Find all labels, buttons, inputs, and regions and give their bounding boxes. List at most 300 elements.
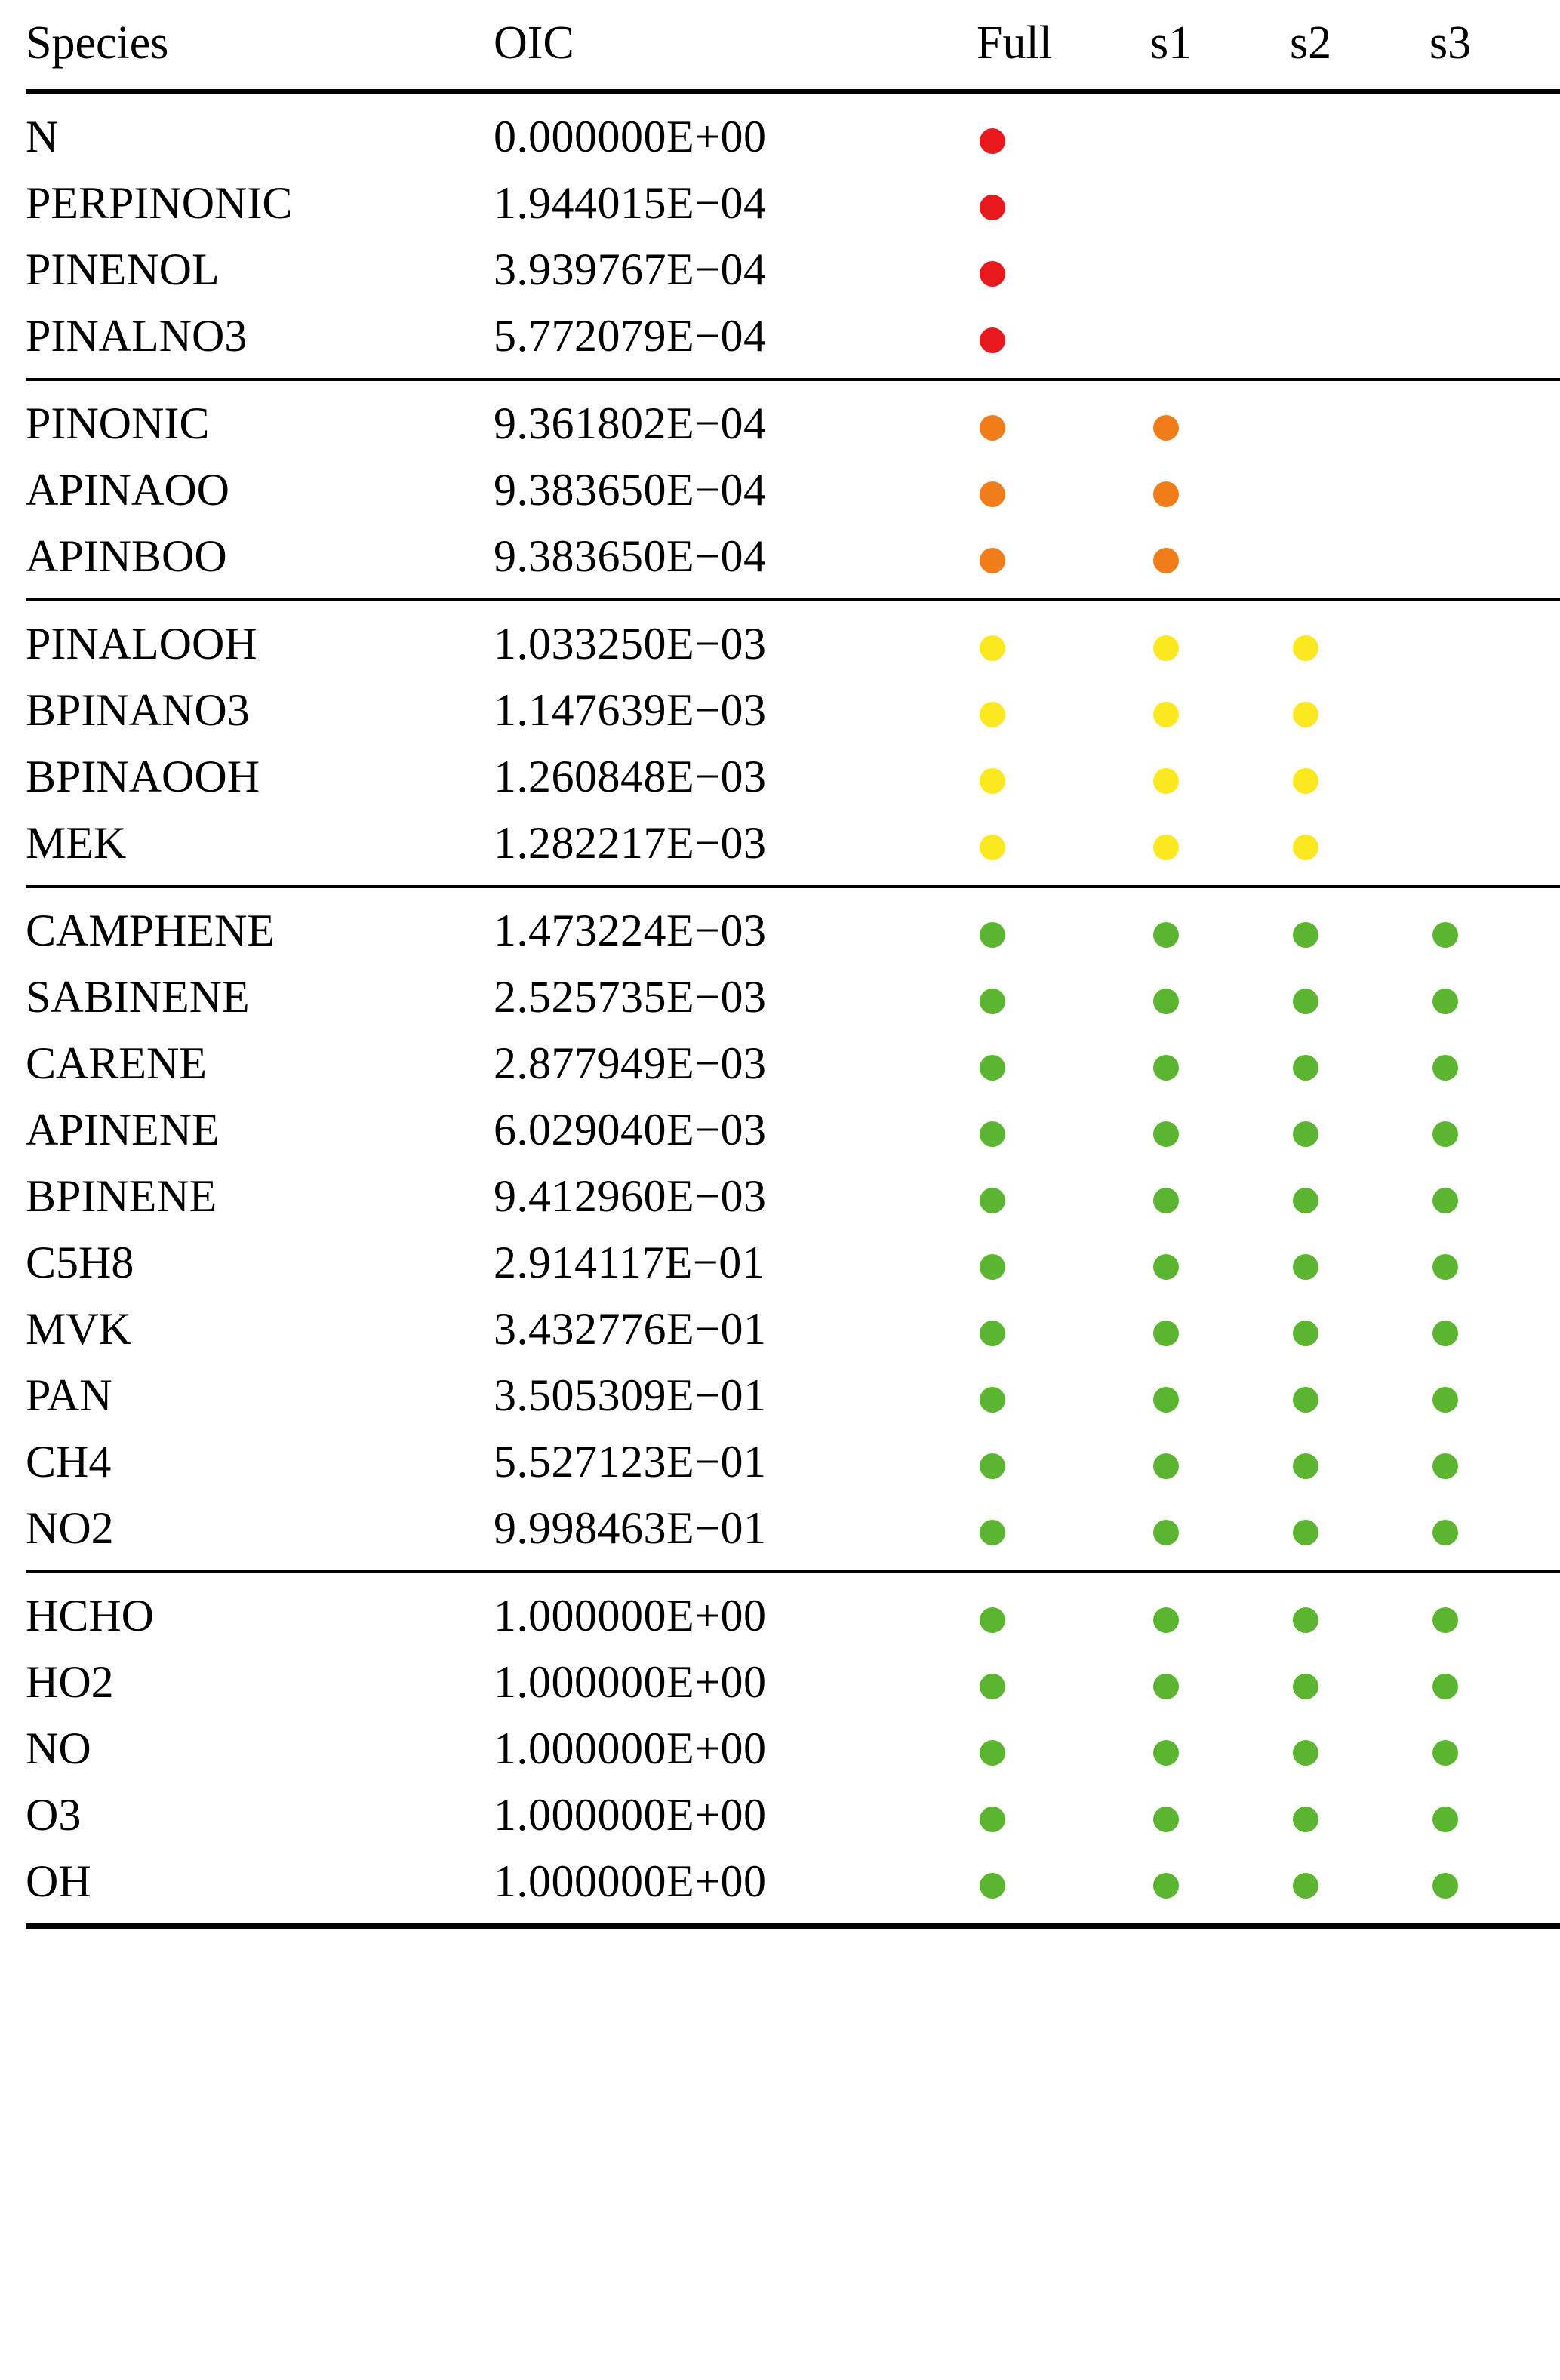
cell-s3-marker	[1429, 457, 1560, 523]
bottom-rule-cell	[977, 1926, 1150, 1930]
cell-full-marker	[977, 1362, 1150, 1428]
cell-s2-marker	[1290, 1163, 1429, 1229]
status-dot-icon	[1432, 1520, 1458, 1545]
cell-oic: 1.033250E−03	[494, 600, 977, 677]
cell-species: BPINENE	[26, 1171, 217, 1221]
column-header-oic: OIC	[494, 17, 574, 69]
status-dot-icon	[1293, 1740, 1318, 1766]
cell-species: C5H8	[26, 1238, 134, 1287]
status-dot-icon	[1432, 1674, 1458, 1699]
cell-oic: 2.914117E−01	[494, 1238, 765, 1287]
status-dot-icon	[1293, 835, 1318, 860]
cell-oic: 1.000000E+00	[494, 1572, 977, 1649]
cell-oic: 1.944015E−04	[494, 178, 767, 228]
cell-full-marker	[977, 677, 1150, 743]
cell-species: APINENE	[26, 1105, 220, 1155]
cell-s1-marker	[1150, 170, 1290, 236]
cell-full-marker	[977, 1715, 1150, 1782]
cell-s1-marker	[1150, 964, 1290, 1030]
cell-oic: 1.282217E−03	[494, 818, 767, 868]
status-dot-icon	[1153, 415, 1179, 441]
cell-species: SABINENE	[26, 972, 250, 1022]
empty-marker	[1429, 325, 1455, 351]
cell-s3-marker	[1429, 1848, 1560, 1926]
cell-full-marker	[977, 964, 1150, 1030]
cell-s1-marker	[1150, 1229, 1290, 1296]
status-dot-icon	[980, 1254, 1005, 1280]
table-row	[26, 1782, 1560, 1848]
empty-marker	[1429, 832, 1455, 858]
status-dot-icon	[1293, 922, 1318, 948]
cell-s2-marker	[1290, 1229, 1429, 1296]
cell-s2-marker	[1290, 600, 1429, 677]
status-dot-icon	[1293, 1520, 1318, 1545]
cell-s2-marker	[1290, 1428, 1429, 1495]
status-dot-icon	[1153, 768, 1179, 794]
empty-marker	[1290, 546, 1315, 571]
status-dot-icon	[1153, 1740, 1179, 1766]
cell-species: PINALNO3	[26, 311, 248, 361]
status-dot-icon	[980, 635, 1005, 661]
cell-s1-marker	[1150, 236, 1290, 303]
table-row	[26, 810, 1560, 887]
table-row	[26, 1428, 1560, 1495]
cell-s2-marker	[1290, 964, 1429, 1030]
cell-s2-marker	[1290, 810, 1429, 887]
cell-s2-marker	[1290, 1572, 1429, 1649]
status-dot-icon	[980, 1188, 1005, 1213]
cell-s1-marker	[1150, 303, 1290, 380]
cell-species: PINENOL	[26, 244, 220, 294]
cell-species: OH	[26, 1856, 91, 1906]
table-header	[26, 0, 1560, 92]
cell-s3-marker	[1429, 1296, 1560, 1362]
column-header-full: Full	[977, 17, 1052, 69]
cell-oic: 6.029040E−03	[494, 1105, 767, 1155]
cell-s2-marker	[1290, 1495, 1429, 1572]
status-dot-icon	[980, 1520, 1005, 1545]
cell-species: PERPINONIC	[26, 178, 293, 228]
table-row	[26, 1848, 1560, 1926]
status-dot-icon	[980, 1321, 1005, 1346]
status-dot-icon	[980, 702, 1005, 727]
cell-species: PAN	[26, 1370, 112, 1420]
cell-species: NO2	[26, 1503, 114, 1553]
cell-s3-marker	[1429, 236, 1560, 303]
cell-s3-marker	[1429, 743, 1560, 810]
table-row	[26, 1096, 1560, 1163]
status-dot-icon	[980, 1453, 1005, 1479]
cell-s1-marker	[1150, 1572, 1290, 1649]
status-dot-icon	[1293, 1607, 1318, 1633]
cell-oic: 3.505309E−01	[494, 1370, 767, 1420]
cell-s2-marker	[1290, 457, 1429, 523]
cell-species: O3	[26, 1790, 82, 1840]
cell-oic: 1.000000E+00	[494, 1790, 767, 1840]
cell-s3-marker	[1429, 1572, 1560, 1649]
cell-s1-marker	[1150, 1495, 1290, 1572]
empty-marker	[1150, 126, 1176, 152]
bottom-rule-cell	[1150, 1926, 1290, 1930]
column-header-s3: s3	[1429, 17, 1472, 69]
table-row	[26, 1296, 1560, 1362]
cell-s3-marker	[1429, 887, 1560, 964]
cell-s3-marker	[1429, 170, 1560, 236]
cell-s1-marker	[1150, 523, 1290, 600]
table-body	[26, 92, 1560, 1930]
bottom-rule-cell	[494, 1926, 977, 1930]
status-dot-icon	[1153, 922, 1179, 948]
cell-s3-marker	[1429, 1495, 1560, 1572]
cell-s3-marker	[1429, 1163, 1560, 1229]
empty-marker	[1429, 192, 1455, 218]
cell-species: APINBOO	[26, 531, 227, 581]
cell-species: PINONIC	[26, 380, 494, 457]
status-dot-icon	[1153, 1520, 1179, 1545]
table-row	[26, 170, 1560, 236]
cell-s2-marker	[1290, 1782, 1429, 1848]
status-dot-icon	[980, 1387, 1005, 1413]
status-dot-icon	[1153, 702, 1179, 727]
status-dot-icon	[1153, 1188, 1179, 1213]
status-dot-icon	[1153, 1607, 1179, 1633]
cell-species: HCHO	[26, 1572, 494, 1649]
status-dot-icon	[1432, 1873, 1458, 1899]
cell-oic: 1.000000E+00	[494, 1657, 767, 1707]
cell-s3-marker	[1429, 677, 1560, 743]
cell-s1-marker	[1150, 1362, 1290, 1428]
cell-full-marker	[977, 1495, 1150, 1572]
cell-s3-marker	[1429, 523, 1560, 600]
status-dot-icon	[1432, 1807, 1458, 1832]
status-dot-icon	[1293, 989, 1318, 1014]
status-dot-icon	[1293, 1873, 1318, 1899]
empty-marker	[1150, 325, 1176, 351]
table-row	[26, 677, 1560, 743]
cell-oic: 1.147639E−03	[494, 685, 767, 735]
cell-oic: 9.998463E−01	[494, 1503, 767, 1553]
cell-s1-marker	[1150, 1848, 1290, 1926]
status-dot-icon	[1153, 1055, 1179, 1081]
status-dot-icon	[1153, 989, 1179, 1014]
cell-oic: 9.383650E−04	[494, 465, 767, 515]
cell-s3-marker	[1429, 1229, 1560, 1296]
cell-s1-marker	[1150, 1096, 1290, 1163]
cell-oic: 3.939767E−04	[494, 244, 767, 294]
table-row	[26, 523, 1560, 600]
status-dot-icon	[1432, 1055, 1458, 1081]
empty-marker	[1429, 413, 1455, 438]
cell-full-marker	[977, 1296, 1150, 1362]
cell-full-marker	[977, 236, 1150, 303]
status-dot-icon	[1293, 1121, 1318, 1147]
status-dot-icon	[1293, 1188, 1318, 1213]
cell-full-marker	[977, 1229, 1150, 1296]
status-dot-icon	[1432, 1321, 1458, 1346]
status-dot-icon	[1153, 1321, 1179, 1346]
cell-s2-marker	[1290, 1362, 1429, 1428]
cell-full-marker	[977, 1428, 1150, 1495]
cell-s3-marker	[1429, 1782, 1560, 1848]
cell-oic: 0.000000E+00	[494, 92, 977, 171]
status-dot-icon	[1293, 635, 1318, 661]
cell-oic: 2.877949E−03	[494, 1038, 767, 1088]
empty-marker	[1150, 192, 1176, 218]
cell-species: N	[26, 92, 494, 171]
empty-marker	[1290, 126, 1315, 152]
cell-s3-marker	[1429, 600, 1560, 677]
cell-s1-marker	[1150, 1715, 1290, 1782]
status-dot-icon	[1293, 702, 1318, 727]
cell-s1-marker	[1150, 600, 1290, 677]
cell-s2-marker	[1290, 1296, 1429, 1362]
status-dot-icon	[1293, 768, 1318, 794]
status-dot-icon	[980, 1740, 1005, 1766]
status-dot-icon	[1153, 1121, 1179, 1147]
status-dot-icon	[1432, 922, 1458, 948]
cell-s2-marker	[1290, 380, 1429, 457]
cell-oic: 1.260848E−03	[494, 752, 767, 801]
status-dot-icon	[980, 261, 1005, 287]
table-row	[26, 600, 1560, 677]
cell-s3-marker	[1429, 810, 1560, 887]
table-row	[26, 887, 1560, 964]
table-row	[26, 380, 1560, 457]
status-dot-icon	[980, 922, 1005, 948]
cell-full-marker	[977, 303, 1150, 380]
cell-s2-marker	[1290, 1649, 1429, 1715]
cell-s3-marker	[1429, 1362, 1560, 1428]
cell-oic: 1.000000E+00	[494, 1724, 767, 1773]
cell-s2-marker	[1290, 1715, 1429, 1782]
table-row	[26, 1163, 1560, 1229]
cell-oic: 3.432776E−01	[494, 1304, 767, 1354]
status-dot-icon	[1293, 1254, 1318, 1280]
status-dot-icon	[1432, 1387, 1458, 1413]
cell-oic: 9.383650E−04	[494, 531, 767, 581]
cell-oic: 5.772079E−04	[494, 311, 767, 361]
cell-full-marker	[977, 887, 1150, 964]
cell-full-marker	[977, 1030, 1150, 1096]
cell-oic: 1.000000E+00	[494, 1856, 767, 1906]
cell-species: PINALOOH	[26, 600, 494, 677]
status-dot-icon	[980, 1121, 1005, 1147]
cell-s1-marker	[1150, 1428, 1290, 1495]
cell-oic: 1.473224E−03	[494, 887, 977, 964]
cell-full-marker	[977, 523, 1150, 600]
cell-s2-marker	[1290, 523, 1429, 600]
column-header-s2: s2	[1290, 17, 1332, 69]
status-dot-icon	[1432, 1453, 1458, 1479]
cell-s1-marker	[1150, 380, 1290, 457]
cell-s1-marker	[1150, 1296, 1290, 1362]
cell-s2-marker	[1290, 92, 1429, 171]
cell-s3-marker	[1429, 380, 1560, 457]
status-dot-icon	[1293, 1055, 1318, 1081]
status-dot-icon	[1153, 1453, 1179, 1479]
cell-full-marker	[977, 1096, 1150, 1163]
cell-oic: 9.412960E−03	[494, 1171, 767, 1221]
cell-full-marker	[977, 600, 1150, 677]
status-dot-icon	[980, 327, 1005, 353]
cell-full-marker	[977, 92, 1150, 171]
table-row	[26, 1572, 1560, 1649]
status-dot-icon	[980, 195, 1005, 220]
cell-species: MVK	[26, 1304, 132, 1354]
cell-s3-marker	[1429, 303, 1560, 380]
table-row	[26, 1362, 1560, 1428]
cell-s3-marker	[1429, 1649, 1560, 1715]
status-dot-icon	[980, 481, 1005, 507]
bottom-rule-cell	[26, 1926, 494, 1930]
status-dot-icon	[980, 548, 1005, 573]
table-row	[26, 457, 1560, 523]
status-dot-icon	[980, 415, 1005, 441]
cell-oic: 9.361802E−04	[494, 380, 977, 457]
cell-full-marker	[977, 1782, 1150, 1848]
cell-s2-marker	[1290, 170, 1429, 236]
empty-marker	[1150, 259, 1176, 284]
cell-full-marker	[977, 810, 1150, 887]
cell-s3-marker	[1429, 92, 1560, 171]
empty-marker	[1290, 479, 1315, 505]
cell-s2-marker	[1290, 1096, 1429, 1163]
status-dot-icon	[980, 768, 1005, 794]
cell-oic: 2.525735E−03	[494, 972, 767, 1022]
cell-s3-marker	[1429, 1428, 1560, 1495]
cell-s1-marker	[1150, 810, 1290, 887]
header-row	[26, 0, 1560, 92]
cell-species: NO	[26, 1724, 91, 1773]
empty-marker	[1429, 479, 1455, 505]
status-dot-icon	[980, 1055, 1005, 1081]
empty-marker	[1429, 633, 1455, 659]
table-row	[26, 1495, 1560, 1572]
status-dot-icon	[1153, 1807, 1179, 1832]
cell-species: MEK	[26, 818, 127, 868]
empty-marker	[1429, 700, 1455, 725]
cell-s2-marker	[1290, 743, 1429, 810]
status-dot-icon	[980, 1674, 1005, 1699]
cell-species: CARENE	[26, 1038, 207, 1088]
cell-s1-marker	[1150, 1649, 1290, 1715]
cell-full-marker	[977, 457, 1150, 523]
cell-s1-marker	[1150, 1782, 1290, 1848]
status-dot-icon	[1153, 635, 1179, 661]
table-bottom-rule	[26, 1926, 1560, 1930]
cell-species: BPINANO3	[26, 685, 250, 735]
cell-s3-marker	[1429, 1096, 1560, 1163]
column-header-s1: s1	[1150, 17, 1192, 69]
status-dot-icon	[980, 1873, 1005, 1899]
status-dot-icon	[1432, 1607, 1458, 1633]
status-dot-icon	[1153, 835, 1179, 860]
status-dot-icon	[1293, 1453, 1318, 1479]
table-row	[26, 743, 1560, 810]
cell-s2-marker	[1290, 1848, 1429, 1926]
status-dot-icon	[1432, 1188, 1458, 1213]
table-row	[26, 1030, 1560, 1096]
status-dot-icon	[1432, 1254, 1458, 1280]
cell-full-marker	[977, 1163, 1150, 1229]
cell-s3-marker	[1429, 1030, 1560, 1096]
cell-s2-marker	[1290, 1030, 1429, 1096]
cell-s1-marker	[1150, 887, 1290, 964]
cell-full-marker	[977, 1572, 1150, 1649]
table-row	[26, 1229, 1560, 1296]
status-dot-icon	[1432, 1121, 1458, 1147]
status-dot-icon	[1153, 548, 1179, 573]
empty-marker	[1290, 413, 1315, 438]
status-dot-icon	[1153, 1674, 1179, 1699]
status-dot-icon	[1153, 481, 1179, 507]
cell-species: HO2	[26, 1657, 114, 1707]
bottom-rule-cell	[1290, 1926, 1429, 1930]
cell-s1-marker	[1150, 743, 1290, 810]
status-dot-icon	[980, 1807, 1005, 1832]
empty-marker	[1429, 766, 1455, 792]
cell-species: CAMPHENE	[26, 887, 494, 964]
cell-oic: 5.527123E−01	[494, 1437, 767, 1487]
cell-s1-marker	[1150, 1030, 1290, 1096]
table-row	[26, 1649, 1560, 1715]
cell-s2-marker	[1290, 887, 1429, 964]
status-dot-icon	[980, 989, 1005, 1014]
empty-marker	[1429, 126, 1455, 152]
cell-species: CH4	[26, 1437, 112, 1487]
column-header-species: Species	[26, 17, 169, 69]
cell-species: BPINAOOH	[26, 752, 260, 801]
cell-s3-marker	[1429, 964, 1560, 1030]
empty-marker	[1290, 192, 1315, 218]
status-dot-icon	[1293, 1387, 1318, 1413]
cell-s2-marker	[1290, 677, 1429, 743]
status-dot-icon	[1432, 1740, 1458, 1766]
cell-s1-marker	[1150, 677, 1290, 743]
cell-full-marker	[977, 1848, 1150, 1926]
cell-s1-marker	[1150, 92, 1290, 171]
table-row	[26, 1715, 1560, 1782]
table-row	[26, 303, 1560, 380]
empty-marker	[1290, 325, 1315, 351]
cell-s1-marker	[1150, 1163, 1290, 1229]
status-dot-icon	[1153, 1387, 1179, 1413]
cell-species: APINAOO	[26, 465, 229, 515]
table-row	[26, 236, 1560, 303]
status-dot-icon	[1293, 1807, 1318, 1832]
cell-full-marker	[977, 743, 1150, 810]
status-dot-icon	[1153, 1873, 1179, 1899]
empty-marker	[1290, 259, 1315, 284]
status-dot-icon	[980, 1607, 1005, 1633]
status-dot-icon	[980, 128, 1005, 154]
table-row	[26, 964, 1560, 1030]
status-dot-icon	[1432, 989, 1458, 1014]
bottom-rule-cell	[1429, 1926, 1560, 1930]
empty-marker	[1429, 259, 1455, 284]
status-dot-icon	[1293, 1674, 1318, 1699]
cell-s1-marker	[1150, 457, 1290, 523]
cell-s3-marker	[1429, 1715, 1560, 1782]
empty-marker	[1429, 546, 1455, 571]
status-dot-icon	[980, 835, 1005, 860]
status-dot-icon	[1153, 1254, 1179, 1280]
table-row	[26, 92, 1560, 171]
cell-full-marker	[977, 1649, 1150, 1715]
status-dot-icon	[1293, 1321, 1318, 1346]
cell-full-marker	[977, 170, 1150, 236]
species-oic-table	[26, 0, 1560, 1929]
